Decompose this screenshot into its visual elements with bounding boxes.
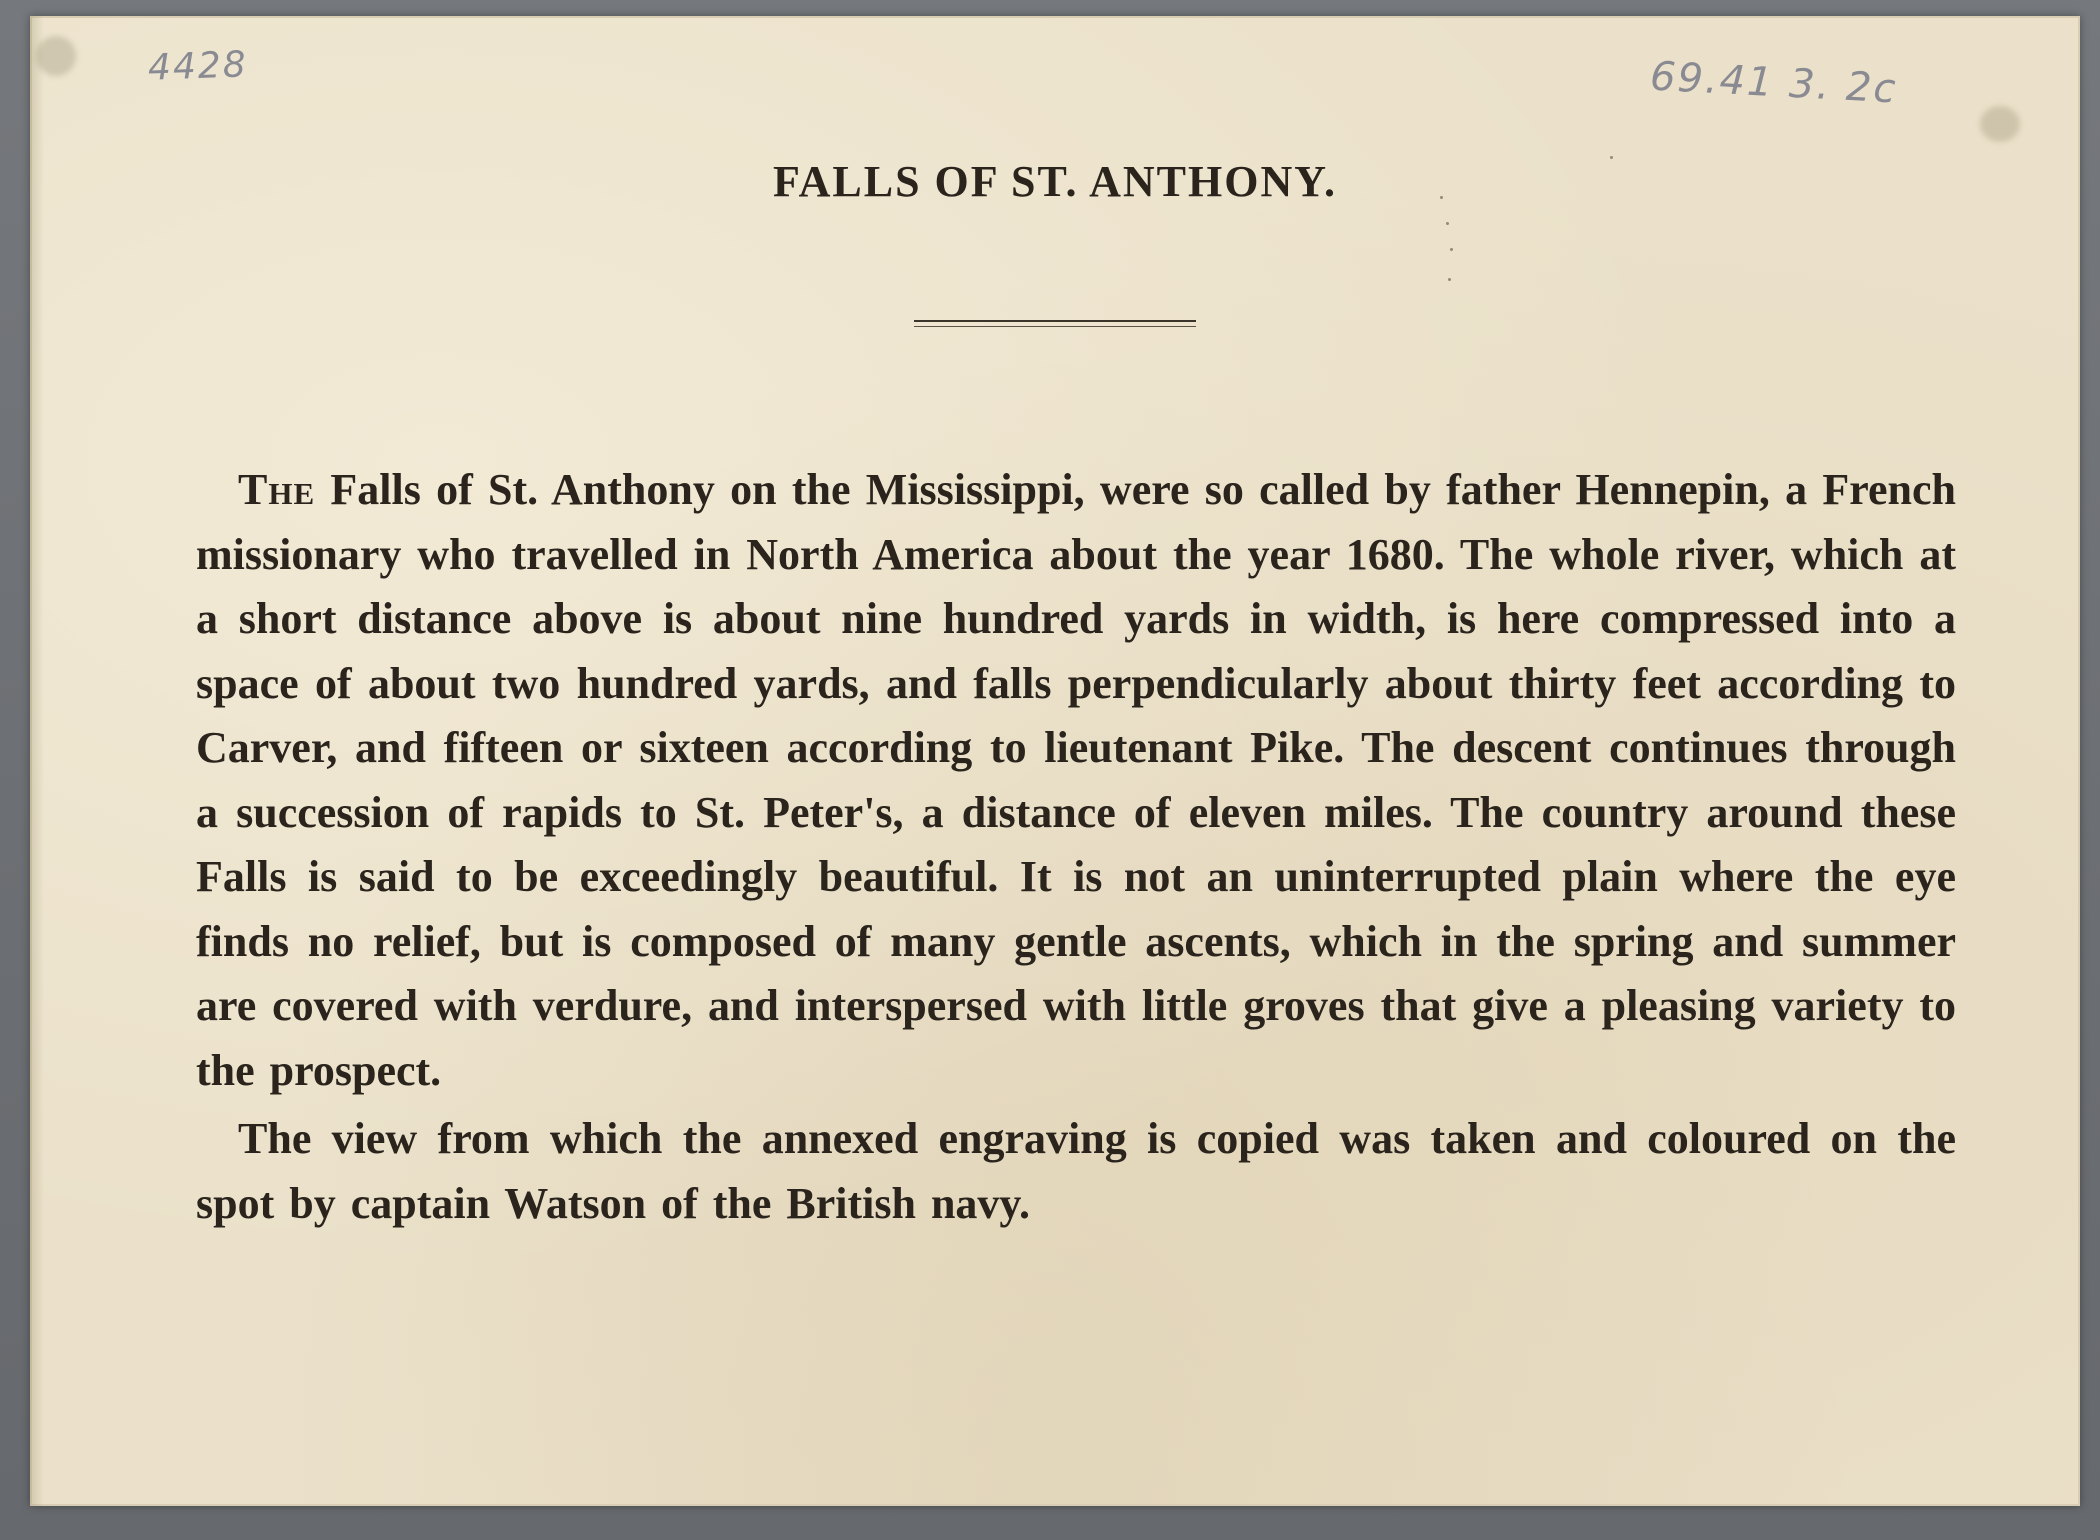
pencil-annotation-left: 4428 bbox=[147, 44, 249, 89]
paragraph-1 bbox=[196, 458, 1956, 1103]
document-title: FALLS OF ST. ANTHONY. bbox=[772, 157, 1337, 206]
foxing-stain bbox=[36, 36, 76, 76]
paper-speck bbox=[1450, 248, 1453, 251]
paragraph-2: The view from which the annexed engraving is copied was taken and coloured on the spot by captain Watson of the British navy. bbox=[196, 1114, 1956, 1228]
document-body bbox=[196, 458, 1956, 1236]
paper-speck bbox=[1448, 278, 1451, 281]
paragraph-lead: The bbox=[238, 465, 316, 514]
sheet-edge-shadow bbox=[30, 16, 44, 1506]
paper-sheet bbox=[30, 16, 2080, 1506]
pencil-annotation-right: 69.41 3. 2c bbox=[1648, 53, 1899, 113]
paragraph-1-text: Falls of St. Anthony on the Mississippi, were so called by father Hennepin, a French missionary who travelled in North America about the year 1680. The whole river, which at a short distance above is about nine hundred yards in width, is here compressed into a space of about two hundred yards, and falls perpendicularly about thirty feet according to Carver, and fifteen or sixteen according to lieutenant Pike. The descent continues through a succession of rapids to St. Peter's, a distance of eleven miles. The country around these Falls is said to be exceedingly beautiful. It is not an uninterrupted plain where the eye finds no relief, but is composed of many gentle ascents, which in the spring and summer are covered with verdure, and interspersed with little groves that give a pleasing variety to the prospect. bbox=[196, 465, 1956, 1095]
foxing-stain bbox=[1980, 106, 2020, 142]
title-rule-thin bbox=[914, 326, 1196, 327]
title-rule bbox=[914, 320, 1196, 322]
paper-speck bbox=[1446, 222, 1449, 225]
